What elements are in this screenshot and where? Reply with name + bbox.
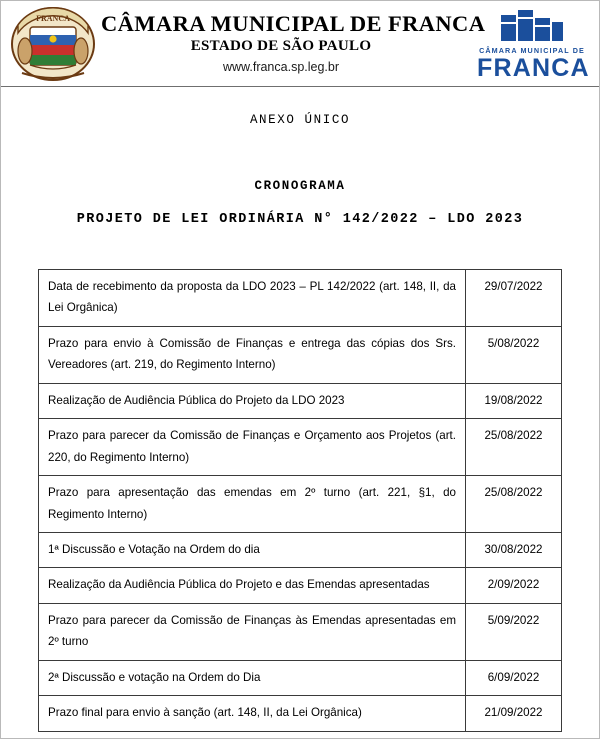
logo-building-icon <box>479 9 585 43</box>
camara-logo <box>477 9 590 82</box>
schedule-date: 5/08/2022 <box>466 326 562 383</box>
schedule-date: 6/09/2022 <box>466 660 562 695</box>
table-row <box>39 270 562 327</box>
section-heading: CRONOGRAMA <box>254 179 346 193</box>
schedule-description: Realização da Audiência Pública do Projeto e das Emendas apresentadas <box>39 568 466 603</box>
annex-heading: ANEXO ÚNICO <box>249 113 351 127</box>
logo-wordmark: FRANCA <box>477 54 590 82</box>
schedule-date: 5/09/2022 <box>466 603 562 660</box>
schedule-date: 21/09/2022 <box>466 696 562 731</box>
table-row <box>39 660 562 695</box>
table-row <box>39 383 562 418</box>
organization-website: www.franca.sp.leg.br <box>222 60 340 75</box>
organization-title: CÂMARA MUNICIPAL DE FRANCA <box>101 11 486 36</box>
document-body <box>1 113 599 732</box>
schedule-date: 25/08/2022 <box>466 419 562 476</box>
svg-text:FRANCA: FRANCA <box>36 14 70 23</box>
table-row <box>39 603 562 660</box>
table-row <box>39 532 562 567</box>
schedule-description: Prazo para apresentação das emendas em 2º turno (art. 221, §1, do Regimento Interno) <box>39 476 466 533</box>
table-row <box>39 326 562 383</box>
schedule-description: 1ª Discussão e Votação na Ordem do dia <box>39 532 466 567</box>
schedule-date: 29/07/2022 <box>466 270 562 327</box>
schedule-table <box>38 269 562 732</box>
table-row <box>39 476 562 533</box>
organization-subtitle: ESTADO DE SÃO PAULO <box>190 38 372 55</box>
table-row <box>39 568 562 603</box>
table-row <box>39 419 562 476</box>
header-titles <box>101 11 486 75</box>
schedule-date: 19/08/2022 <box>466 383 562 418</box>
logo-subtitle: CÂMARA MUNICIPAL DE <box>479 46 585 55</box>
coat-of-arms-icon <box>10 5 96 83</box>
schedule-date: 2/09/2022 <box>466 568 562 603</box>
schedule-description: Prazo para envio à Comissão de Finanças e entrega das cópias dos Srs. Vereadores (art. 219, do Regimento Interno) <box>39 326 466 383</box>
schedule-description: Prazo para parecer da Comissão de Finanças às Emendas apresentadas em 2º turno <box>39 603 466 660</box>
schedule-date: 25/08/2022 <box>466 476 562 533</box>
schedule-description: Realização de Audiência Pública do Projeto da LDO 2023 <box>39 383 466 418</box>
schedule-description: Prazo final para envio à sanção (art. 148, II, da Lei Orgânica) <box>39 696 466 731</box>
project-heading: PROJETO DE LEI ORDINÁRIA N° 142/2022 – LDO 2023 <box>76 212 524 227</box>
document-header <box>1 1 599 87</box>
schedule-description: Prazo para parecer da Comissão de Finanças e Orçamento aos Projetos (art. 220, do Regimento Interno) <box>39 419 466 476</box>
schedule-description: Data de recebimento da proposta da LDO 2023 – PL 142/2022 (art. 148, II, da Lei Orgânica) <box>39 270 466 327</box>
table-row <box>39 696 562 731</box>
schedule-date: 30/08/2022 <box>466 532 562 567</box>
schedule-description: 2ª Discussão e votação na Ordem do Dia <box>39 660 466 695</box>
